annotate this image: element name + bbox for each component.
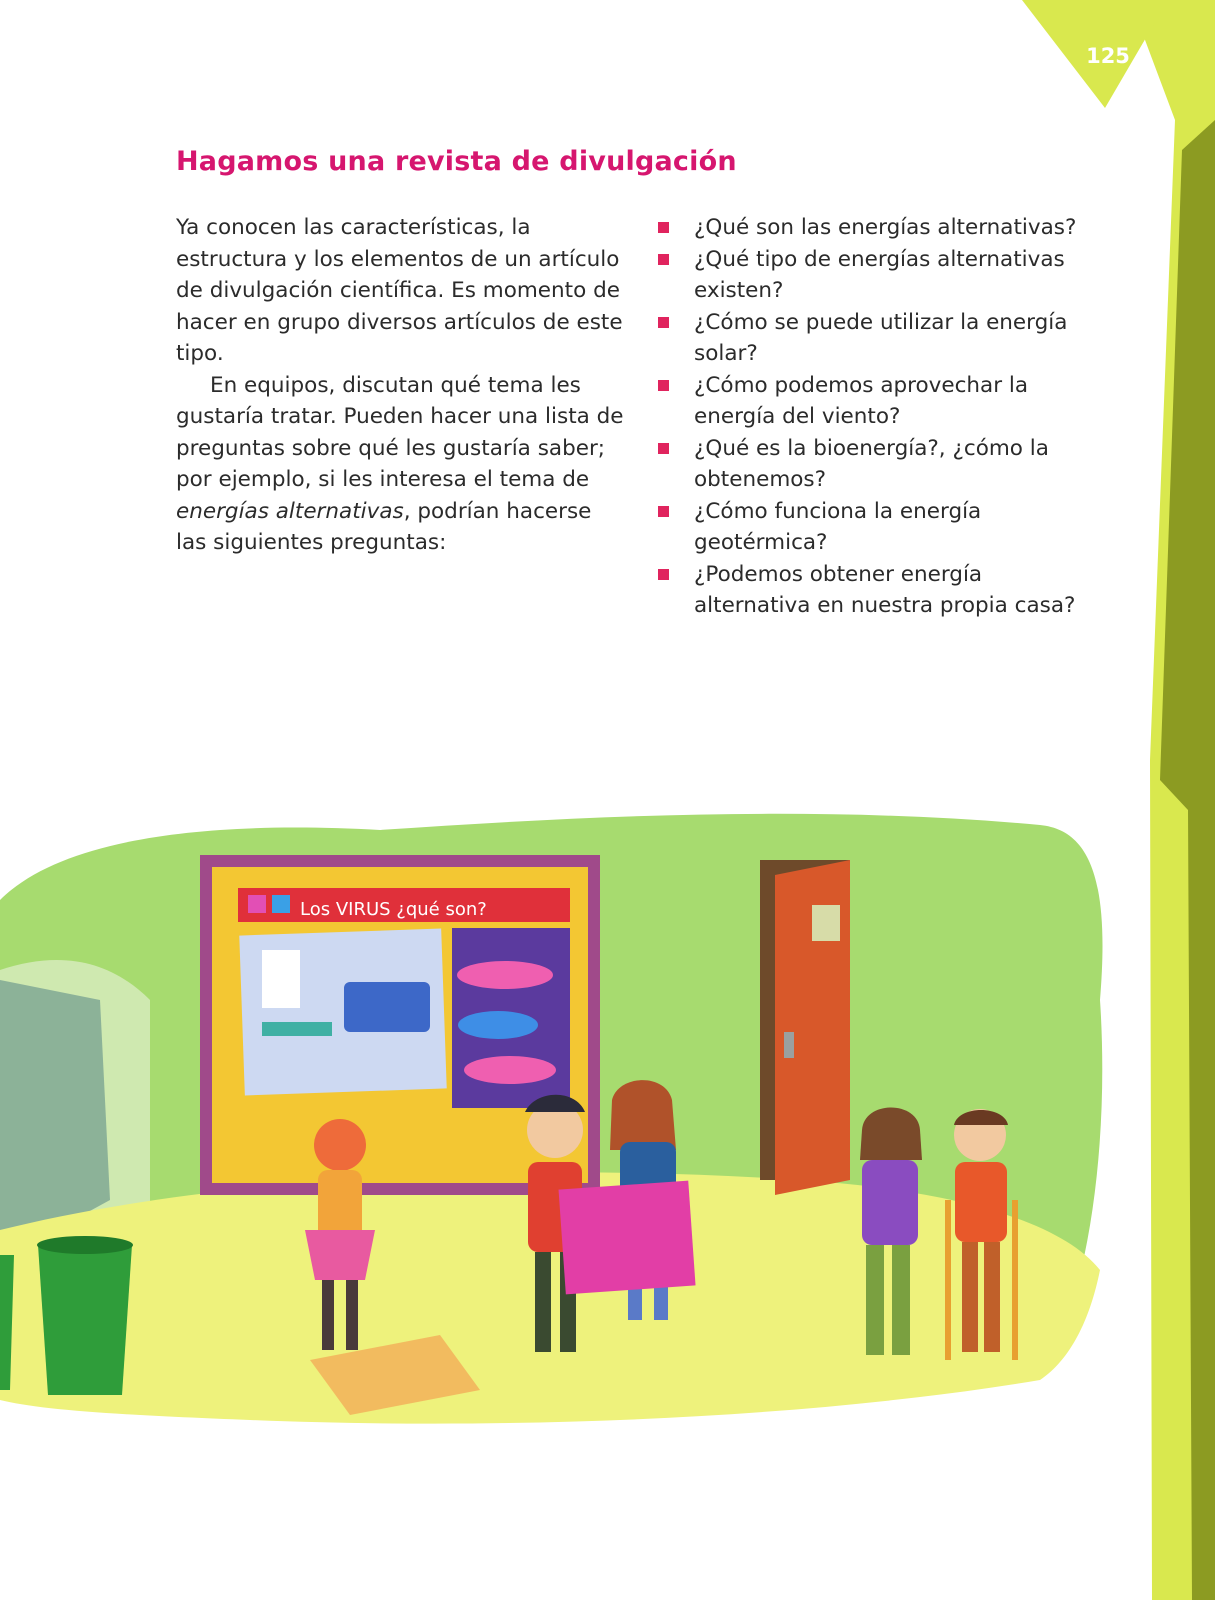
- question-list: [658, 212, 1098, 622]
- classroom-illustration: [0, 800, 1160, 1440]
- square-bullet-icon: [658, 380, 669, 391]
- board-heading-text: Los VIRUS ¿qué son?: [300, 899, 487, 920]
- intro-paragraph-1: Ya conocen las características, la estructura y los elementos de un artículo de divulgación científica. Es momento de hacer en grupo diversos artículos de este tipo.: [176, 215, 623, 366]
- page-number: 125: [1086, 44, 1130, 68]
- door-handle: [784, 1032, 794, 1058]
- topic-emphasis: energías alternativas: [176, 498, 404, 524]
- poster-oval-1: [457, 961, 553, 989]
- pink-poster: [559, 1181, 696, 1295]
- trash-bin-rim: [37, 1236, 133, 1254]
- list-item: ¿Podemos obtener energía alternativa en nuestra propia casa?: [658, 559, 1098, 622]
- square-bullet-icon: [658, 569, 669, 580]
- section-title: Hagamos una revista de divulgación: [176, 146, 737, 177]
- square-bullet-icon: [658, 317, 669, 328]
- trash-bin: [38, 1245, 132, 1395]
- list-item: ¿Cómo se puede utilizar la energía solar?: [658, 307, 1098, 370]
- intro-paragraph-2: En equipos, discutan qué tema les gustaría tratar. Pueden hacer una lista de preguntas sobre qué les gustaría saber; por ejemplo, si les interesa el tema de energías alternativas, podrían hacerse las siguientes preguntas:: [176, 372, 624, 555]
- list-item: ¿Cómo funciona la energía geotérmica?: [658, 496, 1098, 559]
- square-bullet-icon: [658, 506, 669, 517]
- list-item: ¿Qué tipo de energías alternativas existen?: [658, 244, 1098, 307]
- list-item: ¿Qué son las energías alternativas?: [658, 212, 1098, 244]
- poster-band: [262, 1022, 332, 1036]
- poster-oval-3: [464, 1056, 556, 1084]
- door-window: [812, 905, 840, 941]
- poster-textblock: [344, 982, 430, 1032]
- heading-square-blue: [272, 895, 290, 913]
- square-bullet-icon: [658, 254, 669, 265]
- heading-square-pink: [248, 895, 266, 913]
- intro-text: [176, 212, 624, 559]
- list-item: ¿Cómo podemos aprovechar la energía del viento?: [658, 370, 1098, 433]
- list-item: ¿Qué es la bioenergía?, ¿cómo la obtenemos?: [658, 433, 1098, 496]
- poster-oval-2: [458, 1011, 538, 1039]
- poster-photo: [262, 950, 300, 1008]
- square-bullet-icon: [658, 443, 669, 454]
- square-bullet-icon: [658, 222, 669, 233]
